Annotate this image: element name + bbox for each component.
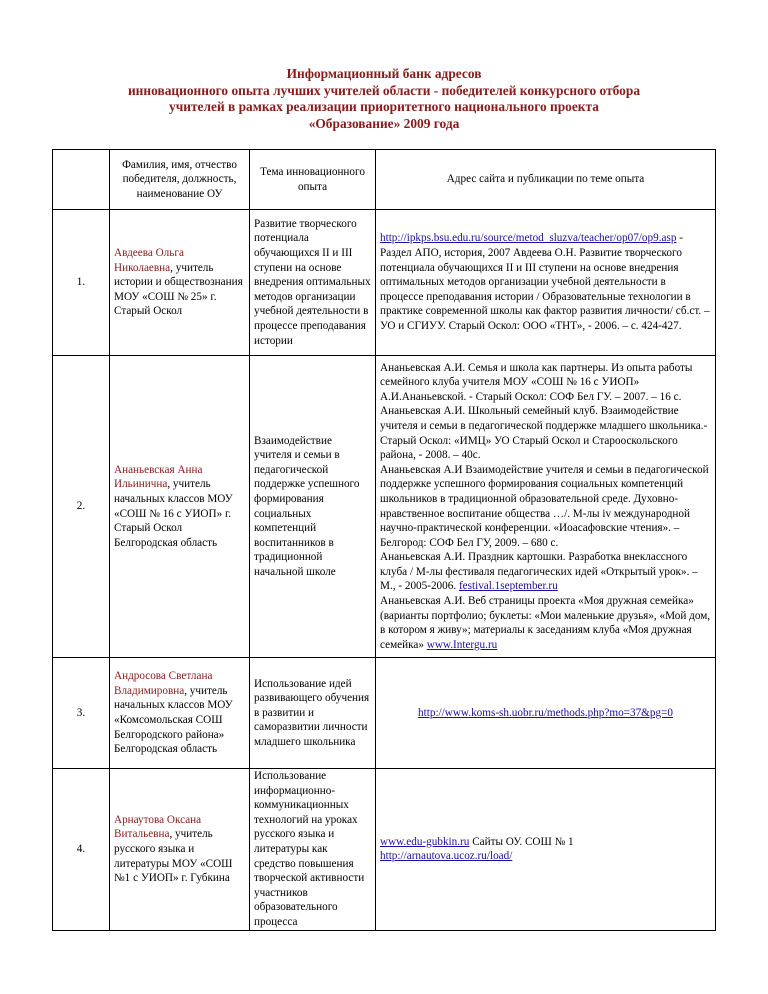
- winner-cell: Андросова Светлана Владимировна, учитель начальных классов МОУ «Комсомольская СОШ Белгородского района» Белгородская область: [110, 658, 250, 769]
- header-address: Адрес сайта и публикации по теме опыта: [376, 150, 716, 210]
- title-line-2: инновационного опыта лучших учителей области - победителей конкурсного отбора: [127, 82, 641, 98]
- row-number: 4.: [53, 769, 110, 931]
- table-row: [53, 658, 716, 769]
- table-row: [53, 356, 716, 658]
- winner-cell: Арнаутова Оксана Витальевна, учитель русского языка и литературы МОУ «СОШ №1 с УИОП» г. Губкина: [110, 769, 250, 931]
- row-number: 2.: [53, 356, 110, 658]
- publication-link[interactable]: http://ipkps.bsu.edu.ru/source/metod_sluzva/teacher/op07/op9.asp: [380, 232, 677, 245]
- row-number: 1.: [53, 210, 110, 356]
- arnautova-link[interactable]: http://arnautova.ucoz.ru/load/: [380, 850, 513, 863]
- winner-name: Авдеева Ольга Николаевна: [114, 247, 184, 274]
- winner-name: Арнаутова Оксана Витальевна: [114, 813, 202, 841]
- title-line-4: «Образование» 2009 года: [308, 115, 460, 131]
- table-row: [53, 769, 716, 931]
- winner-name: Андросова Светлана Владимировна: [114, 670, 213, 697]
- header-num: [53, 150, 110, 210]
- intergu-link[interactable]: www.Intergu.ru: [426, 638, 498, 651]
- winner-details: учитель начальных классов МОУ «СОШ № 16 с УИОП» г. Старый Оскол Белгородская область: [114, 478, 233, 549]
- address-cell: [376, 210, 716, 356]
- publication-3: Ананьевская А.И Взаимодействие учителя и семьи в педагогической поддержке успешного формирования социальных компетенций школьников в традиционной образовательной среде. Духовно-нравственное воспитание общества …/. М-лы iv международной научно-практической конференции. «Иоасафовские чтения». – Белгород: СОФ Бел ГУ, 2009. – 680 с.: [380, 463, 709, 549]
- winner-details: учитель русского языка и литературы МОУ «СОШ №1 с УИОП» г. Губкина: [114, 828, 233, 885]
- publication-2: Ананьевская А.И. Школьный семейный клуб. Взаимодействие учителя и семьи в педагогической поддержке младшего школьника.- Старый Оскол: «ИМЦ» УО Старый Оскол и Старооскольского района, - 2008. – 40с.: [380, 405, 708, 462]
- topic-cell: Развитие творческого потенциала обучающихся II и III ступени на основе внедрения оптимальных методов организации учебной деятельности в процессе преподавания истории: [250, 210, 376, 356]
- winner-name: Ананьевская Анна Ильинична: [114, 463, 203, 491]
- winners-table: [52, 149, 716, 931]
- festival-link[interactable]: festival.1september.ru: [458, 580, 558, 593]
- publication-4: Ананьевская А.И. Праздник картошки. Разработка внеклассного клуба / М-лы фестиваля педагогических идей «Открытый урок». – М., - 2005-2006. festival.1september.ru: [380, 551, 698, 593]
- winner-cell: Авдеева Ольга Николаевна, учитель истории и обществознания МОУ «СОШ № 25» г. Старый Оскол: [110, 210, 250, 356]
- table-header-row: [53, 150, 716, 210]
- publication-text: - Раздел АПО, история, 2007 Авдеева О.Н. Развитие творческого потенциала обучающихся II и III ступени на основе внедрения оптимальных методов организации учебной деятельности в процессе преподавания истории / Образовательные технологии в практике современной школы как фактор развития личности/ сб.ст. – УО и СГИУУ. Старый Оскол: ООО «ТНТ», - 2006. – с. 424-427.: [380, 232, 710, 332]
- document-title: [60, 66, 708, 132]
- winner-cell: Ананьевская Анна Ильинична, учитель начальных классов МОУ «СОШ № 16 с УИОП» г. Старый Оскол Белгородская область: [110, 356, 250, 658]
- publication-link[interactable]: http://www.koms-sh.uobr.ru/methods.php?mo=37&pg=0: [418, 706, 673, 719]
- title-line-1: Информационный банк адресов: [286, 66, 482, 81]
- winner-details: учитель истории и обществознания МОУ «СОШ № 25» г. Старый Оскол: [114, 261, 243, 318]
- publication-1: Ананьевская А.И. Семья и школа как партнеры. Из опыта работы семейного клуба учителя МОУ «СОШ № 16 с УИОП» А.И.Ананьевской. - Старый Оскол: СОФ Бел ГУ. – 2007. – 16 с.: [380, 361, 693, 403]
- topic-cell: Взаимодействие учителя и семьи в педагогической поддержке успешного формирования социальных компетенций воспитанников в традиционной начальной школе: [250, 356, 376, 658]
- edu-gubkin-link[interactable]: www.edu-gubkin.ru: [380, 835, 470, 848]
- header-name: Фамилия, имя, отчество победителя, должность, наименование ОУ: [110, 150, 250, 210]
- address-cell: [376, 658, 716, 769]
- table-row: [53, 210, 716, 356]
- row-number: 3.: [53, 658, 110, 769]
- header-topic: Тема инновационного опыта: [250, 150, 376, 210]
- winner-details: учитель начальных классов МОУ «Комсомольская СОШ Белгородского района» Белгородская область: [114, 684, 233, 756]
- publication-5: Ананьевская А.И. Веб страницы проекта «Моя дружная семейка» (варианты портфолио; буклеты: «Мои маленькие друзья», «Мой дом, в котором я живу»; материалы к заседаниям клуба «Моя дружная семейка» www.Intergu.ru: [380, 595, 711, 651]
- address-cell: [376, 356, 716, 658]
- title-line-3: учителей в рамках реализации приоритетного национального проекта: [169, 99, 599, 114]
- sites-text: Сайты ОУ. СОШ № 1: [469, 835, 574, 848]
- address-cell: [376, 769, 716, 931]
- topic-cell: Использование идей развивающего обучения в развитии и саморазвитии личности младшего школьника: [250, 658, 376, 769]
- topic-cell: Использование информационно-коммуникационных технологий на уроках русского языка и литературы как средство повышения творческой активности участников образовательного процесса: [250, 769, 376, 931]
